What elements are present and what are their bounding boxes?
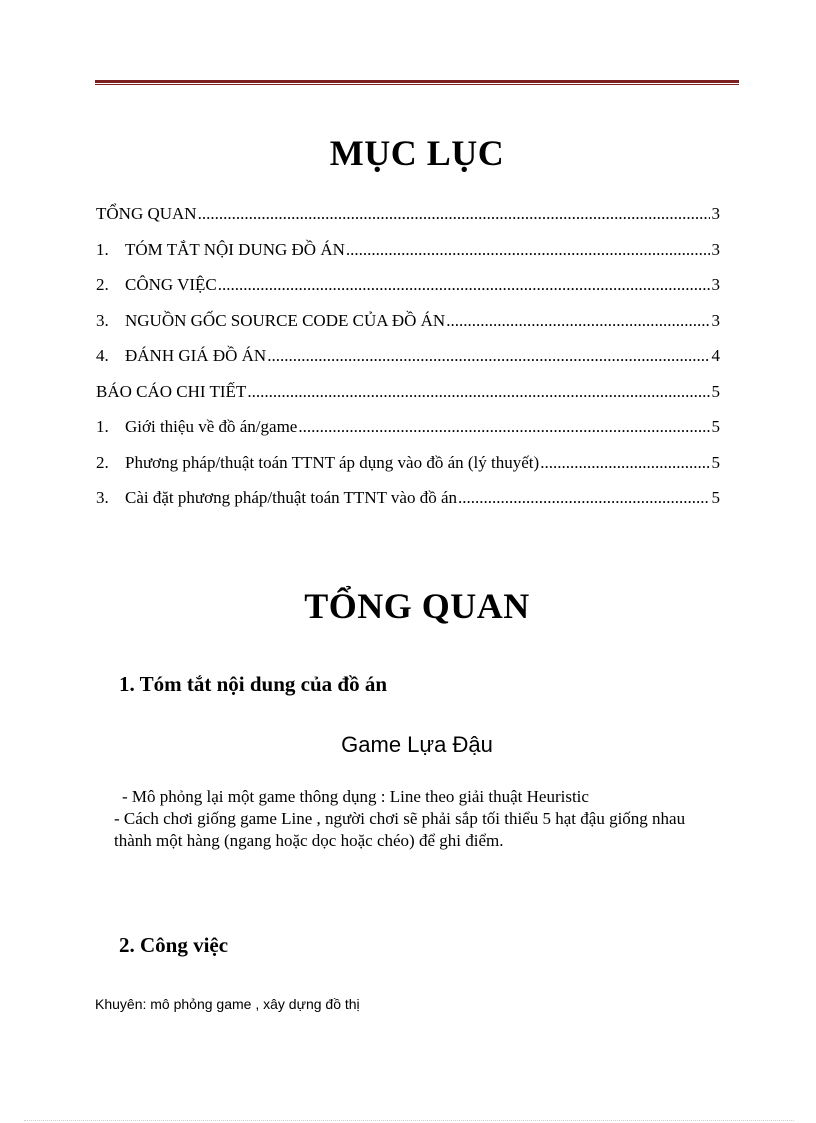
section-title: TỔNG QUAN [304,586,530,626]
toc-entry-page: 5 [711,417,720,436]
subsection-heading-2: 2. Công việc [119,933,229,957]
header-rule-thin [95,84,739,85]
toc-leader-dots [198,204,710,224]
toc-entry-page: 5 [711,381,720,401]
toc-entry-number: 1. [96,239,109,259]
toc-entry-number: 2. [96,275,109,294]
toc-entry-text: TÓM TẮT NỘI DUNG ĐỒ ÁN [125,239,345,259]
toc-title: MỤC LỤC [329,133,505,173]
footer-rule [24,1120,794,1122]
toc-entry-number: 3. [96,310,109,330]
paragraph-1: - Mô phỏng lại một game thông dụng : Line theo giải thuật Heuristic [122,787,589,806]
paragraph-2: - Cách chơi giống game Line , người chơi sẽ phải sắp tối thiểu 5 hạt đậu giống nhau thành một hàng (ngang hoặc dọc hoặc chéo) để ghi điểm. [114,809,686,850]
header-rule-thick [95,80,739,83]
toc-leader-dots [458,488,710,508]
toc-entry-cong-viec[interactable] [96,275,720,311]
toc-leader-dots [446,311,710,331]
toc-entry-number: 1. [96,417,109,436]
toc-entry-number: 3. [96,488,109,507]
toc-entry-page: 3 [711,310,720,330]
toc-entry-page: 3 [711,204,720,223]
header-rule [95,80,739,86]
note-text: Khuyên: mô phỏng game , xây dựng đồ thị [95,996,360,1012]
toc-entry-page: 4 [711,346,720,365]
toc-leader-dots [298,417,710,437]
toc-entry-page: 5 [711,452,720,472]
toc-entry-tom-tat[interactable] [96,240,720,276]
game-title: Game Lựa Đậu [341,732,493,757]
toc-entry-text: ĐÁNH GIÁ ĐỒ ÁN [125,346,267,365]
toc-entry-text: Cài đặt phương pháp/thuật toán TTNT vào đồ án [125,488,458,507]
toc-entry-bao-cao[interactable] [96,382,720,418]
toc-entry-cai-dat[interactable] [96,488,720,524]
toc-entry-number: 2. [96,452,109,472]
toc-entry-tong-quan[interactable] [96,204,720,240]
table-of-contents [96,204,720,524]
toc-leader-dots [247,382,710,402]
toc-entry-page: 3 [711,275,720,294]
toc-leader-dots [267,346,710,366]
toc-entry-number: 4. [96,346,109,365]
toc-entry-text: BÁO CÁO CHI TIẾT [96,381,247,401]
toc-entry-danh-gia[interactable] [96,346,720,382]
toc-entry-gioi-thieu[interactable] [96,417,720,453]
toc-entry-text: CÔNG VIỆC [125,275,217,294]
toc-entry-text: Giới thiệu về đồ án/game [125,417,298,436]
toc-entry-text: NGUỒN GỐC SOURCE CODE CỦA ĐỒ ÁN [125,310,446,330]
toc-entry-nguon-goc[interactable] [96,311,720,347]
toc-entry-page: 3 [711,239,720,259]
toc-entry-phuong-phap[interactable] [96,453,720,489]
toc-entry-text: TỔNG QUAN [96,204,197,223]
toc-entry-page: 5 [711,488,720,507]
toc-leader-dots [540,453,710,473]
toc-leader-dots [218,275,710,295]
subsection-heading-1: 1. Tóm tắt nội dung của đồ án [119,672,388,696]
toc-entry-text: Phương pháp/thuật toán TTNT áp dụng vào đồ án (lý thuyết) [125,452,540,472]
toc-leader-dots [346,240,710,260]
